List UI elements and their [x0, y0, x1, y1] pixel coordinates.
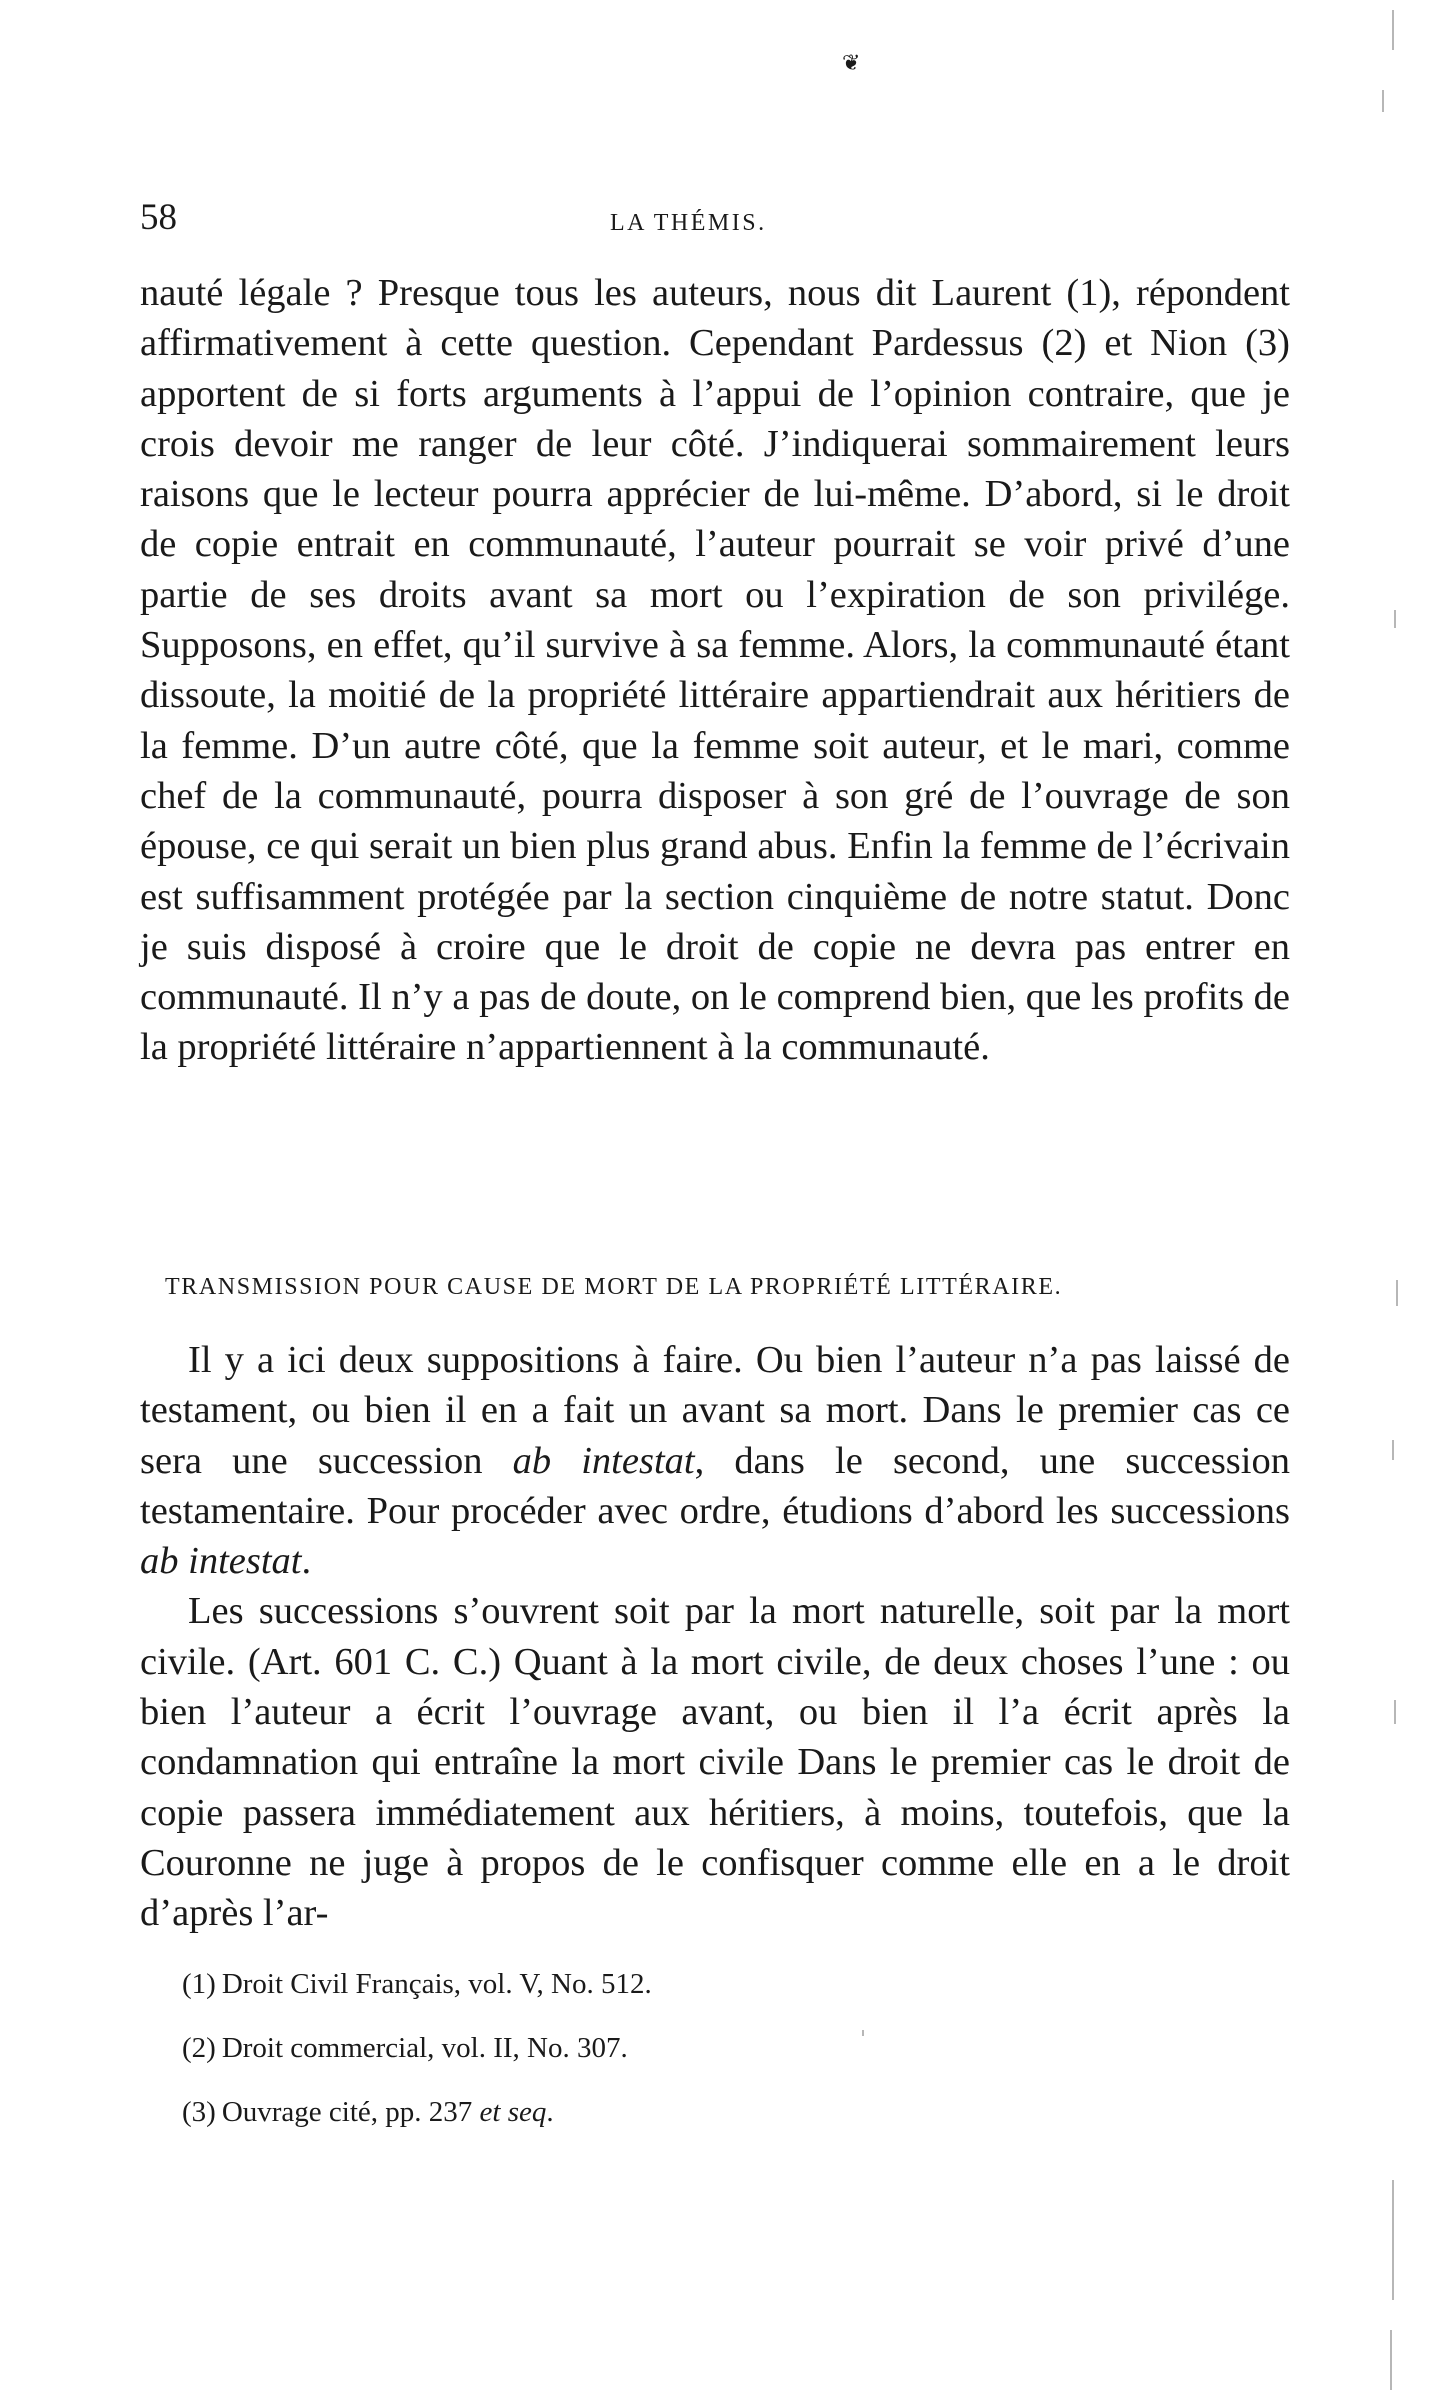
scan-speck — [1382, 90, 1384, 112]
paragraph-successions: Les successions s’ouvrent soit par la mort naturelle, soit par la mort civile. (Art. 601 C. C.) Quant à la mort civile, de deux choses l’une : ou bien l’auteur a écrit l’ouvrage avant, ou bien il l’a écrit après la condamnation qui entraîne la mort civile Dans le premier cas le droit de copie passera immédiatement aux héritiers, à moins, toutefois, que la Couronne ne juge à propos de le confisquer comme elle en a le droit d’après l’ar- — [140, 1590, 1290, 1935]
italic-term: ab intestat — [512, 1439, 695, 1482]
running-title: LA THÉMIS. — [610, 210, 767, 236]
scan-speck — [1394, 1700, 1396, 1724]
footnotes — [182, 1968, 1232, 2160]
footnote-marker: (1) — [182, 1968, 216, 2000]
scan-speck — [1392, 10, 1394, 50]
footnote-italic: et seq — [479, 2096, 547, 2128]
text-run: . — [301, 1540, 312, 1583]
footnote-text: Droit commercial, vol. II, No. 307. — [221, 2032, 628, 2064]
scan-speck — [1390, 2330, 1392, 2390]
page-number: 58 — [140, 197, 177, 238]
text-run: , dans le second, une succession testamentaire. Pour procéder avec ordre, étudions d’abord les successions — [140, 1439, 1290, 1532]
running-head — [140, 198, 1290, 248]
italic-term: ab intestat — [140, 1540, 302, 1583]
footnote-text: Ouvrage cité, pp. 237 — [221, 2096, 480, 2128]
section-heading: TRANSMISSION POUR CAUSE DE MORT DE LA PROPRIÉTÉ LITTÉRAIRE. — [165, 1274, 1063, 1300]
body-paragraph-continued — [140, 268, 1290, 1073]
scan-speck — [862, 2030, 864, 2036]
scan-speck — [1394, 610, 1396, 628]
footnote-marker: (3) — [182, 2096, 216, 2128]
footnote-3 — [182, 2096, 1232, 2128]
ornament-icon: ❦ — [842, 50, 861, 75]
scan-speck — [1392, 2180, 1394, 2300]
footnote-1 — [182, 1968, 1232, 2000]
paragraph-suppositions — [140, 1335, 1290, 1586]
footnote-2 — [182, 2032, 1232, 2064]
text-run: Il y a ici deux suppositions à faire. Ou bien l’auteur n’a pas laissé de testament, ou bien il en a fait un avant sa mort. Dans le premier cas ce sera une succession — [140, 1339, 1290, 1482]
paragraph-text: nauté légale ? Presque tous les auteurs, nous dit Laurent (1), répondent affirmativement à cette question. Cependant Pardessus (2) et Nion (3) apportent de si forts arguments à l’appui de l’opinion contraire, que je crois devoir me ranger de leur côté. J’indiquerai sommairement leurs raisons que le lecteur pourra apprécier de lui-même. D’abord, si le droit de copie entrait en communauté, l’auteur pourrait se voir privé d’une partie de ses droits avant sa mort ou l’expiration de son privilége. Supposons, en effet, qu’il survive à sa femme. Alors, la communauté étant dissoute, la moitié de la propriété littéraire appartiendrait aux héritiers de la femme. D’un autre côté, que la femme soit auteur, et le mari, comme chef de la communauté, pourra disposer à son gré de l’ouvrage de son épouse, ce qui serait un bien plus grand abus. Enfin la femme de l’écrivain est suffisamment protégée par la section cinquième de notre statut. Donc je suis disposé à croire que le droit de copie ne devra pas entrer en communauté. Il n’y a pas de doute, on le comprend bien, que les profits de la propriété littéraire n’appartiennent à la communauté. — [140, 272, 1290, 1069]
footnote-marker: (2) — [182, 2032, 216, 2064]
body-paragraphs — [140, 1335, 1290, 1939]
scan-speck — [1392, 1440, 1394, 1460]
scan-speck — [1396, 1280, 1398, 1306]
footnote-text: Droit Civil Français, vol. V, No. 512. — [221, 1968, 652, 2000]
footnote-text-end: . — [546, 2096, 554, 2128]
